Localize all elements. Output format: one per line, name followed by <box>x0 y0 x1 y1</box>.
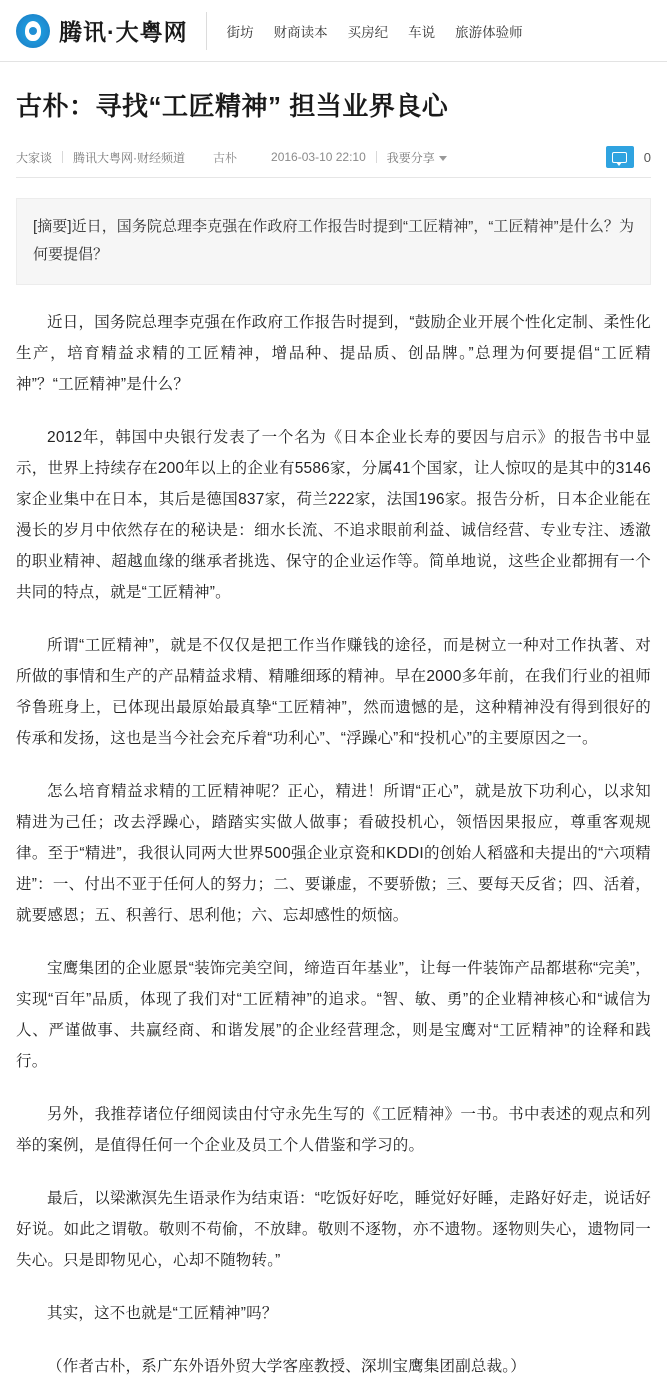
article-abstract: [摘要]近日，国务院总理李克强在作政府工作报告时提到“工匠精神”，“工匠精神”是什么？为何要提倡？ <box>16 198 651 285</box>
tencent-penguin-icon <box>16 14 50 48</box>
article-paragraph: 所谓“工匠精神”，就是不仅仅是把工作当作赚钱的途径，而是树立一种对工作执著、对所做的事情和生产的产品精益求精、精雕细琢的精神。早在2000多年前，在我们行业的祖师爷鲁班身上，已体现出最原始最真挚“工匠精神”，然而遗憾的是，这种精神没有得到很好的传承和发扬，这也是当今社会充斥着“功利心”、“浮躁心”和“投机心”的主要原因之一。 <box>16 636 651 747</box>
meta-time: 2016-03-10 22:10 <box>271 150 366 165</box>
article-body <box>16 307 651 1382</box>
main-nav <box>207 21 523 41</box>
article-paragraph: 最后，以梁漱溟先生语录作为结束语：“吃饭好好吃，睡觉好好睡，走路好好走，说话好好说。如此之谓敬。敬则不苟偷，不放肆。敬则不逐物，亦不遗物。逐物则失心，遗物同一失心。只是即物见心，心却不随物转。” <box>16 1189 651 1269</box>
comment-bubble-icon[interactable] <box>606 146 634 168</box>
article-paragraph: 另外，我推荐诸位仔细阅读由付守永先生写的《工匠精神》一书。书中表述的观点和列举的案例，是值得任何一个企业及员工个人借鉴和学习的。 <box>16 1105 651 1154</box>
nav-item-1[interactable]: 财商读本 <box>273 24 328 40</box>
nav-item-2[interactable]: 买房纪 <box>347 24 389 40</box>
site-header <box>0 0 667 62</box>
nav-item-4[interactable]: 旅游体验师 <box>455 24 523 40</box>
article-paragraph: （作者古朴，系广东外语外贸大学客座教授、深圳宝鹰集团副总裁。） <box>47 1357 526 1375</box>
article-container <box>0 88 667 1382</box>
meta-spacer-2 <box>247 151 261 163</box>
article-paragraph: 怎么培育精益求精的工匠精神呢？正心，精进！所谓“正心”，就是放下功利心，以求知精进为己任；改去浮躁心，踏踏实实做人做事；看破投机心，领悟因果报应，尊重客观规律。至于“精进”，我很认同两大世界500强企业京瓷和KDDI的创始人稻盛和夫提出的“六项精进”：一、付出不亚于任何人的努力；二、要谦虚，不要骄傲；三、要每天反省；四、活着，就要感恩；五、积善行、思利他；六、忘却感性的烦恼。 <box>16 782 651 924</box>
nav-item-3[interactable]: 车说 <box>408 24 436 40</box>
meta-divider <box>62 151 63 163</box>
article-paragraph: 宝鹰集团的企业愿景“装饰完美空间，缔造百年基业”，让每一件装饰产品都堪称“完美”，实现“百年”品质，体现了我们对“工匠精神”的追求。“智、敏、勇”的企业精神核心和“诚信为人、严谨做事、共赢经商、和谐发展”的企业经营理念，则是宝鹰对“工匠精神”的诠释和践行。 <box>16 959 651 1070</box>
comment-count: 0 <box>643 149 651 165</box>
article-paragraph: 其实，这不也就是“工匠精神”吗？ <box>47 1304 278 1322</box>
meta-divider-2 <box>376 151 377 163</box>
site-brand[interactable] <box>16 12 207 50</box>
meta-author: 古朴 <box>213 150 238 165</box>
share-label: 我要分享 <box>386 150 435 165</box>
article-meta-bar <box>16 146 651 178</box>
meta-source[interactable]: 腾讯大粤网·财经频道 <box>73 150 186 165</box>
comment-area[interactable] <box>606 146 651 168</box>
brand-name: 腾讯·大粤网 <box>59 19 188 45</box>
nav-item-0[interactable]: 街坊 <box>226 24 254 40</box>
meta-spacer-1 <box>195 151 203 163</box>
page-title: 古朴：寻找“工匠精神” 担当业界良心 <box>16 91 449 121</box>
meta-column: 大家谈 <box>16 150 53 165</box>
article-paragraph: 2012年，韩国中央银行发表了一个名为《日本企业长寿的要因与启示》的报告书中显示，世界上持续存在200年以上的企业有5586家，分属41个国家，让人惊叹的是其中的3146家企业集中在日本，其后是德国837家，荷兰222家，法国196家。报告分析，日本企业能在漫长的岁月中依然存在的秘诀是：细水长流、不追求眼前利益、诚信经营、专业专注、透澈的职业精神、超越血缘的继承者挑选、保守的企业运作等。简单地说，这些企业都拥有一个共同的特点，就是“工匠精神”。 <box>16 428 651 601</box>
article-paragraph: 近日，国务院总理李克强在作政府工作报告时提到，“鼓励企业开展个性化定制、柔性化生产，培育精益求精的工匠精神，增品种、提品质、创品牌。”总理为何要提倡“工匠精神”？“工匠精神”是什么？ <box>16 313 651 393</box>
share-button[interactable] <box>387 149 447 166</box>
chevron-down-icon <box>439 156 447 161</box>
